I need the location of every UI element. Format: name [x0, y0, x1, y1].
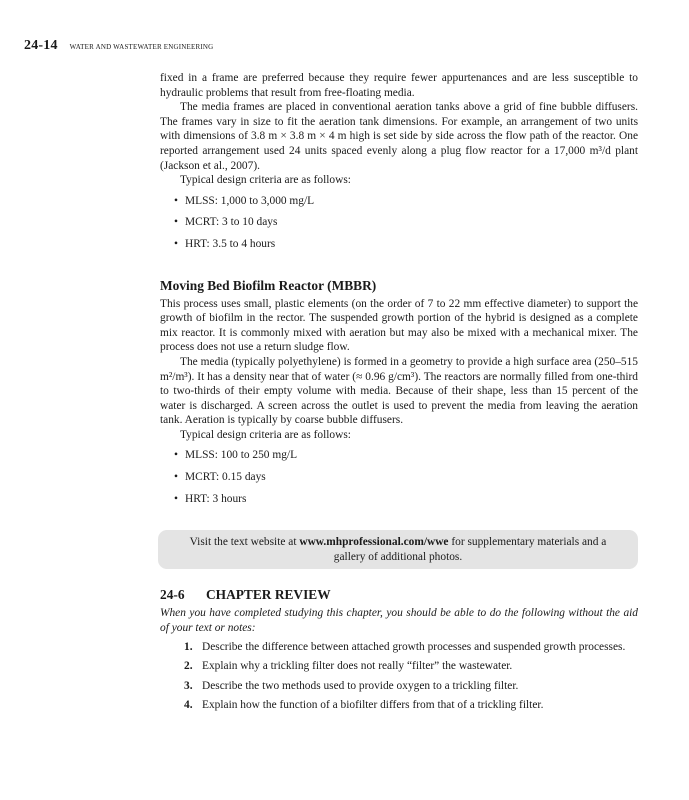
review-list — [184, 640, 638, 718]
chapter-review-heading — [160, 587, 638, 603]
mbbr-criteria-list — [174, 448, 638, 513]
list-item: • HRT: 3.5 to 4 hours — [174, 237, 638, 259]
frames-criteria-list — [174, 194, 638, 259]
frames-paragraph-1: fixed in a frame are preferred because they require fewer appurtenances and are less susceptible to hydraulic problems that result from free-floating media. — [160, 72, 638, 99]
item-text: Explain why a trickling filter does not really “filter” the wastewater. — [202, 660, 513, 673]
section-heading-mbbr: Moving Bed Biofilm Reactor (MBBR) — [160, 277, 377, 293]
item-number: 3. — [184, 679, 193, 692]
item-text: Describe the two methods used to provide oxygen to a trickling filter. — [202, 679, 519, 692]
book-title: WATER AND WASTEWATER ENGINEERING — [69, 43, 214, 51]
review-intro: When you have completed studying this chapter, you should be able to do the following without the aid of your text or notes: — [160, 607, 638, 635]
item-number: 1. — [184, 640, 193, 653]
mbbr-criteria-intro: Typical design criteria are as follows: — [180, 428, 351, 441]
list-item — [184, 659, 638, 679]
callout-text-before: Visit the text website at — [189, 536, 300, 549]
page-body — [160, 71, 638, 718]
item-text: Explain how the function of a biofilter differs from that of a trickling filter. — [202, 699, 544, 712]
website-link[interactable]: www.mhprofessional.com/wwe — [299, 536, 449, 549]
list-item — [184, 640, 638, 660]
section-number: 24-6 — [160, 587, 185, 603]
website-callout — [158, 530, 638, 569]
frames-criteria-intro: Typical design criteria are as follows: — [180, 174, 351, 187]
section-title: CHAPTER REVIEW — [206, 587, 331, 603]
list-item: • HRT: 3 hours — [174, 492, 638, 514]
frames-paragraph-2: The media frames are placed in conventional aeration tanks above a grid of fine bubble diffusers. The frames vary in size to fit the aeration tank dimensions. For example, an arrangement of two units with dimensions of 3.8 m × 3.8 m × 4 m high is set side by side across the flow path of the reactor. One reported arrangement used 24 units spaced evenly along a plug flow reactor for a 17,000 m³/d plant (Jackson et al., 2007). — [160, 101, 638, 172]
item-number: 4. — [184, 699, 193, 712]
mbbr-paragraph-1: This process uses small, plastic elements (on the order of 7 to 22 mm effective diameter) to support the growth of biofilm in the rector. The suspended growth portion of the hybrid is designed as a complete mix reactor. It is commonly mixed with aeration but may also be mixed with a mechanical mixer. The process does not use a return sludge flow. — [160, 297, 638, 354]
list-item: • MCRT: 0.15 days — [174, 470, 638, 492]
callout-text-after: for supplementary materials and a gallery of additional photos. — [333, 536, 607, 563]
list-item: • MLSS: 100 to 250 mg/L — [174, 448, 638, 470]
item-number: 2. — [184, 660, 193, 673]
mbbr-paragraph-2: The media (typically polyethylene) is formed in a geometry to provide a high surface area (250–515 m²/m³). It has a density near that of water (≈ 0.96 g/cm³). The reactors are normally filled from one-third to two-thirds of their empty volume with media. Because of their shape, less than 15 percent of the water is discharged. A screen across the outlet is used to prevent the media from leaving the aeration tank. Aeration is typically by coarse bubble diffusers. — [160, 355, 638, 427]
running-head — [24, 38, 213, 54]
list-item: • MLSS: 1,000 to 3,000 mg/L — [174, 194, 638, 216]
item-text: Describe the difference between attached growth processes and suspended growth processes. — [202, 640, 626, 653]
list-item — [184, 698, 638, 718]
list-item: • MCRT: 3 to 10 days — [174, 215, 638, 237]
page-number: 24-14 — [24, 38, 58, 53]
list-item — [184, 679, 638, 699]
